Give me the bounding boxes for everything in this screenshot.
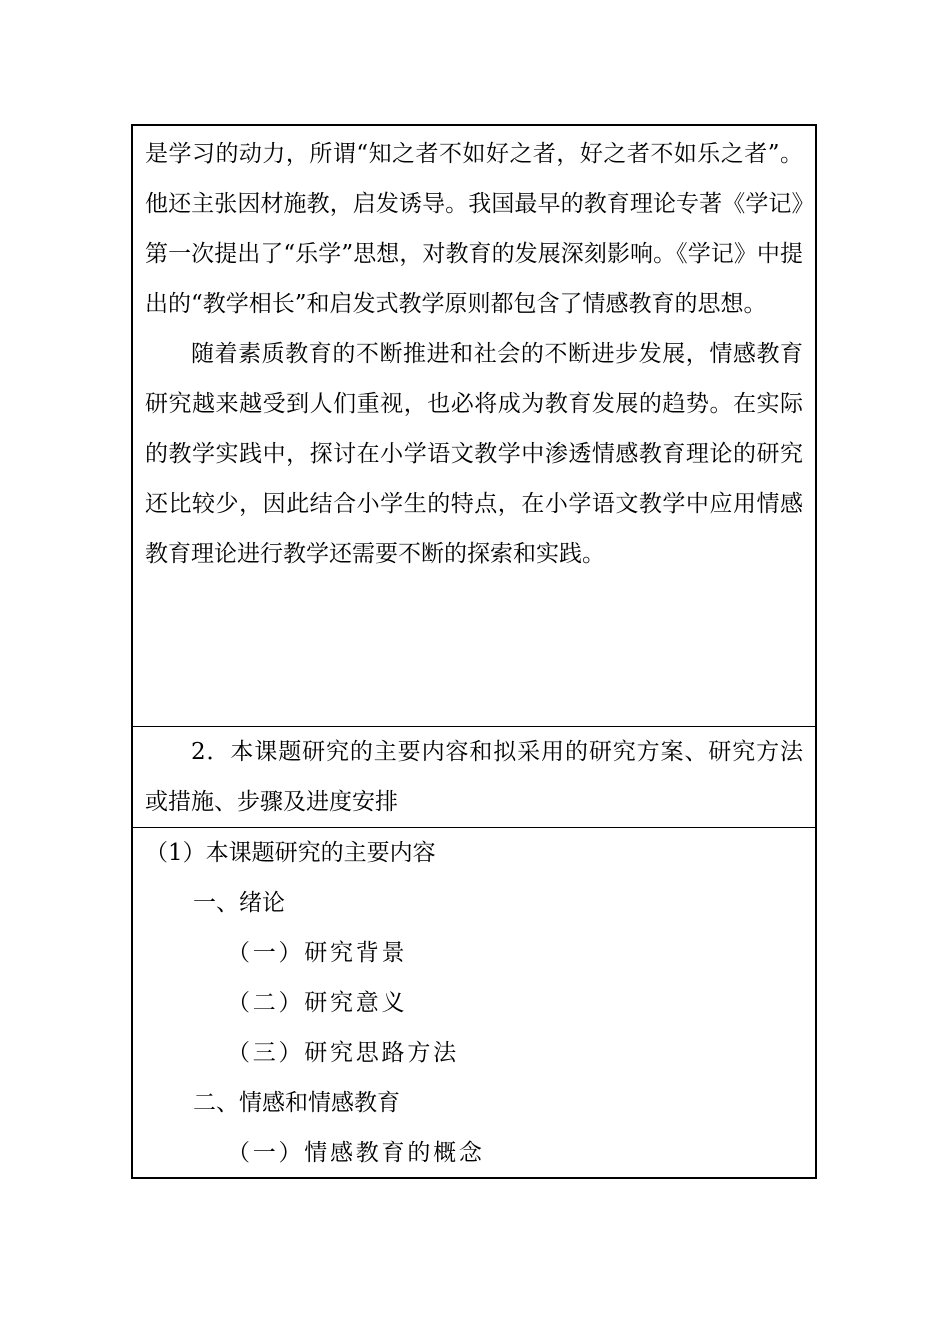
background-cell (133, 126, 815, 726)
outline-item: 一、绪论 (193, 890, 285, 916)
section-heading: 2．本课题研究的主要内容和拟采用的研究方案、研究方法或措施、步骤及进度安排 (145, 739, 803, 815)
document-table (131, 124, 817, 1179)
outline-item: （三）研究思路方法 (227, 1040, 459, 1066)
content-outline-cell (133, 827, 815, 1177)
paragraph-trend: 随着素质教育的不断推进和社会的不断进步发展，情感教育研究越来越受到人们重视，也必将成为教育发展的趋势。在实际的教学实践中，探讨在小学语文教学中渗透情感教育理论的研究还比较少，因此结合小学生的特点，在小学语文教学中应用情感教育理论进行教学还需要不断的探索和实践。 (145, 341, 803, 567)
outline-item: （一）情感教育的概念 (227, 1140, 485, 1166)
section-heading-cell (133, 726, 815, 827)
outline-subheading: （1）本课题研究的主要内容 (145, 840, 436, 866)
paragraph-continued: 是学习的动力，所谓“知之者不如好之者，好之者不如乐之者”。他还主张因材施教，启发诱导。我国最早的教育理论专著《学记》第一次提出了“乐学”思想，对教育的发展深刻影响。《学记》中提出的“教学相长”和启发式教学原则都包含了情感教育的思想。 (145, 141, 803, 317)
outline-item: （一）研究背景 (227, 940, 408, 966)
outline-item: 二、情感和情感教育 (193, 1090, 400, 1116)
outline-item: （二）研究意义 (227, 990, 408, 1016)
